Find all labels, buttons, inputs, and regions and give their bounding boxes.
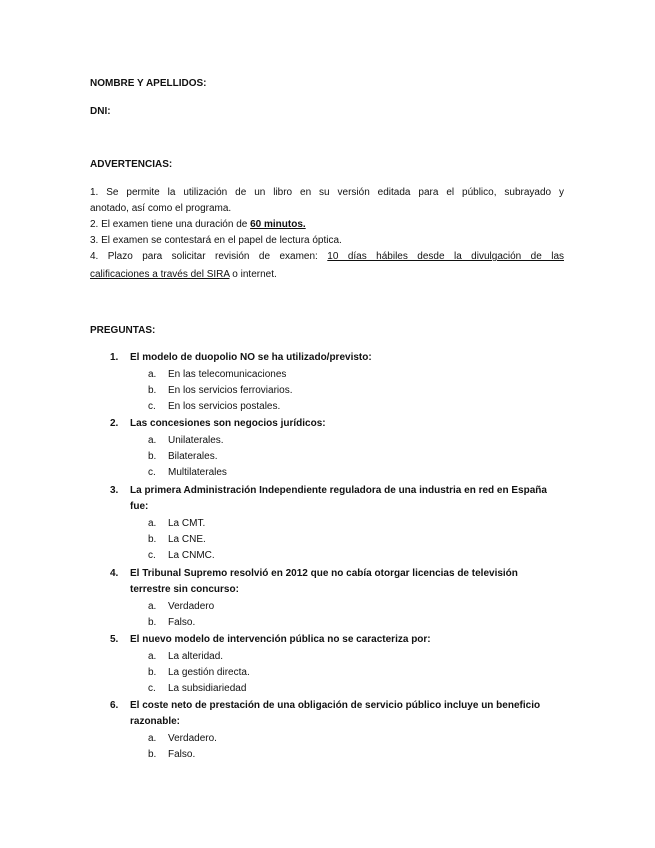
question-text: La primera Administración Independiente reguladora de una industria en red en España fue: bbox=[130, 485, 547, 512]
question-text: El nuevo modelo de intervención pública no se caracteriza por: bbox=[130, 634, 431, 645]
questions-title: PREGUNTAS: bbox=[90, 325, 156, 336]
warnings-title: ADVERTENCIAS: bbox=[90, 159, 173, 170]
warning-1-line-2: anotado, así como el programa. bbox=[90, 203, 232, 214]
warning-2-duration: 60 minutos. bbox=[250, 219, 306, 230]
warning-2: 2. El examen tiene una duración de 60 minutos. bbox=[90, 219, 306, 230]
warning-4-deadline: 10 días hábiles desde la divulgación de las bbox=[327, 251, 564, 262]
dni-label: DNI: bbox=[90, 106, 111, 117]
warning-3: 3. El examen se contestará en el papel de lectura óptica. bbox=[90, 235, 342, 246]
question-text: El Tribunal Supremo resolvió en 2012 que no cabía otorgar licencias de televisión terrestre sin concurso: bbox=[130, 568, 518, 595]
warning-4-line-2: calificaciones a través del SIRA o internet. bbox=[90, 269, 277, 280]
name-label: NOMBRE Y APELLIDOS: bbox=[90, 78, 207, 89]
question-text: Las concesiones son negocios jurídicos: bbox=[130, 418, 326, 429]
warning-1-line-1: 1. Se permite la utilización de un libro en su versión editada para el público, subrayado y bbox=[90, 187, 564, 198]
exam-page: NOMBRE Y APELLIDOS: DNI: ADVERTENCIAS: 1. Se permite la utilización de un libro en su versión editada para el público, subrayado y anotado, así como el programa. 2. El examen tiene una duración de 60 minutos. 3. El examen se contestará en el papel de lectura óptica. 4. Plazo para solicitar revisión de examen: 10 días hábiles desde la divulgación de las calificaciones a través del SIRA o internet. PREGUNTAS: 1. El modelo de duopolio NO se ha utilizado/previsto: a. En las telecomunicaciones b. En los servicios ferroviarios. c. En los servicios postales. 2. Las concesiones son negocios jurídicos: a. Unilaterales. b. Bilaterales. c. Multilaterales 3. La primera Administración Independiente reguladora de una industria en red en España fue: a. La CMT. b. La CNE. c. La CNMC. 4. El Tribunal Supremo resolvió en 2012 que no cabía otorgar licencias de televisión terrestre sin concurso: a. Verdadero b. Falso. 5. El nuevo modelo de intervención pública no se caracteriza por: a. La alteridad. b. La gestión directa. c. La subsidiariedad 6. El coste neto de prestación de una obligación de servicio público incluye un beneficio razonable: a. Verdadero. b. Falso. bbox=[90, 78, 564, 760]
question-text: El modelo de duopolio NO se ha utilizado/previsto: bbox=[130, 352, 372, 363]
question-text: El coste neto de prestación de una obligación de servicio público incluye un beneficio razonable: bbox=[130, 700, 541, 727]
warning-4-line-1: 4. Plazo para solicitar revisión de examen: 10 días hábiles desde la divulgación de las bbox=[90, 251, 564, 262]
